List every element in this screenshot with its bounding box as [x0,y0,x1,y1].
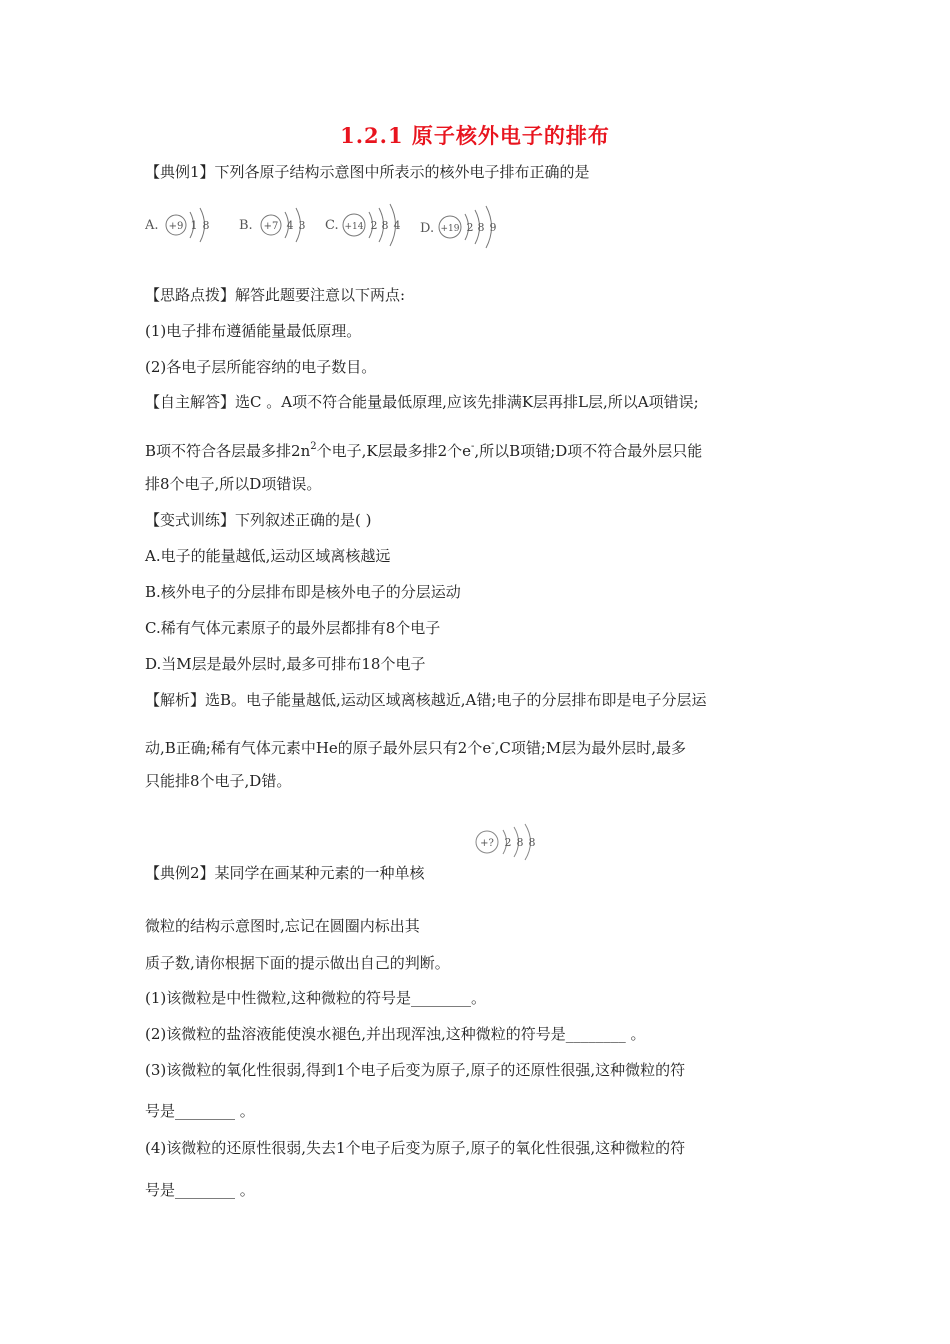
option-c-diagram [325,204,401,246]
option-d-diagram [420,206,497,248]
example2-line: 质子数,请你根据下面的提示做出自己的判断。 [145,954,450,972]
answer-line: B项不符合各层最多排$2n^2$个电子,K层最多排2个e-,所以B项错;D项不符合最外层只能 [145,441,703,460]
shell-electrons: 8 [381,219,389,232]
variant-option: D.当M层是最外层时,最多可排布18个电子 [145,655,426,673]
hint-point: (2)各电子层所能容纳的电子数目。 [145,358,377,376]
unknown-particle-diagram [470,822,550,862]
example2-question: (1)该微粒是中性微粒,这种微粒的符号是________。 [145,989,487,1007]
analysis-line: 只能排8个电子,D错。 [145,772,292,790]
analysis-line: 动,B正确;稀有气体元素中He的原子最外层只有2个e-,C项错;M层为最外层时,最多 [145,738,687,757]
shell-electrons: 1 [190,219,198,232]
shell-electrons: 8 [477,221,485,234]
option-letter: B. [239,218,253,233]
shell-electrons: 8 [528,836,536,849]
answer-line: 排8个电子,所以D项错误。 [145,475,322,493]
example1-question: 【典例1】下列各原子结构示意图中所表示的核外电子排布正确的是 [145,163,590,181]
hint-point: (1)电子排布遵循能量最低原理。 [145,322,362,340]
variant-option: A.电子的能量越低,运动区域离核越远 [145,547,391,565]
analysis-line: 【解析】选B。电子能量越低,运动区域离核越近,A错;电子的分层排布即是电子分层运 [145,691,707,709]
example2-question: (4)该微粒的还原性很弱,失去1个电子后变为原子,原子的氧化性很强,这种微粒的符 [145,1139,686,1157]
option-a-diagram [145,208,210,242]
answer-line: 【自主解答】选C 。A项不符合能量最低原理,应该先排满K层再排L层,所以A项错误; [145,393,699,411]
hint-heading: 【思路点拨】解答此题要注意以下两点: [145,286,406,304]
shell-electrons: 8 [202,219,210,232]
example2-question: 号是________ 。 [145,1102,255,1120]
variant-question: 【变式训练】下列叙述正确的是( ) [145,511,372,529]
variant-option: B.核外电子的分层排布即是核外电子的分层运动 [145,583,461,601]
example2-question: (2)该微粒的盐溶液能使溴水褪色,并出现浑浊,这种微粒的符号是________ 。 [145,1025,646,1043]
shell-electrons: 4 [393,219,401,232]
example2-line: 微粒的结构示意图时,忘记在圆圈内标出其 [145,917,420,935]
example2-question: 号是________ 。 [145,1181,255,1199]
nucleus-charge: +? [480,838,494,849]
shell-electrons: 2 [370,219,378,232]
nucleus-charge: +19 [440,224,460,234]
option-letter: C. [325,218,339,233]
nucleus-charge: +9 [168,221,184,232]
option-b-diagram [239,208,306,242]
shell-electrons: 4 [286,219,294,232]
atomic-structure-diagrams [145,200,525,250]
shell-electrons: 3 [298,219,306,232]
shell-electrons: 8 [516,836,524,849]
nucleus-charge: +7 [263,221,279,232]
shell-electrons: 9 [489,221,497,234]
variant-option: C.稀有气体元素原子的最外层都排有8个电子 [145,619,441,637]
shell-electrons: 2 [466,221,474,234]
example2-line: 【典例2】某同学在画某种元素的一种单核 [145,864,425,882]
option-letter: D. [420,221,435,236]
example2-question: (3)该微粒的氧化性很弱,得到1个电子后变为原子,原子的还原性很强,这种微粒的符 [145,1061,686,1079]
option-letter: A. [145,218,159,233]
shell-electrons: 2 [504,836,512,849]
nucleus-charge: +14 [344,222,364,232]
document-title: 1.2.1 原子核外电子的排布 [340,123,610,148]
